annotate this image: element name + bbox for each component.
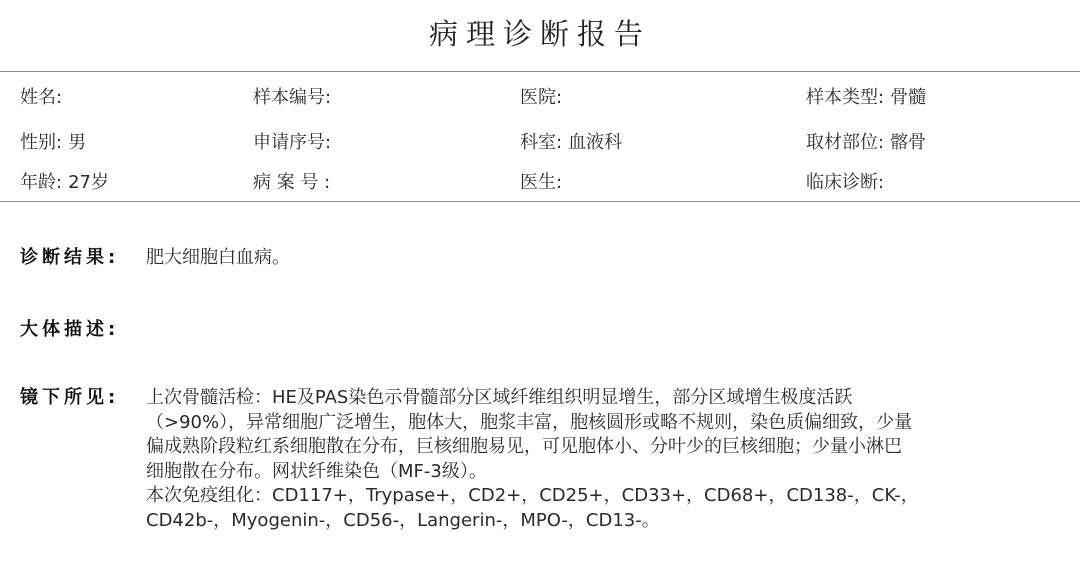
sample-type-value: 骨髓: [890, 87, 927, 108]
report-title: 病理诊断报告: [428, 17, 651, 51]
age-value: 27岁: [68, 172, 109, 193]
patient-name-label: 姓名:: [20, 87, 63, 108]
sample-type-field: [806, 86, 926, 110]
sample-number-label: 样本编号:: [253, 87, 332, 108]
case-number-field: [253, 171, 336, 195]
sex-field: [20, 131, 86, 155]
age-label: 年龄:: [20, 172, 63, 193]
header-divider-bottom: [0, 201, 1080, 202]
sampling-site-label: 取材部位:: [806, 132, 885, 153]
department-value: 血液科: [568, 132, 623, 153]
age-field: [20, 171, 109, 195]
clinical-diagnosis-label: 临床诊断:: [806, 172, 885, 193]
microscopic-findings: [146, 386, 1066, 533]
findings-line: 偏成熟阶段粒红系细胞散在分布，巨核细胞易见，可见胞体小、分叶少的巨核细胞；少量小淋巴: [146, 436, 902, 457]
sample-number-field: [253, 86, 337, 110]
sex-label: 性别:: [20, 132, 63, 153]
doctor-label: 医生:: [520, 172, 563, 193]
request-number-field: [253, 131, 337, 155]
header-divider-top: [0, 71, 1080, 72]
findings-line: 细胞散在分布。网状纤维染色（MF-3级）。: [146, 460, 487, 482]
microscopic-heading: 镜下所见:: [20, 387, 120, 408]
request-number-label: 申请序号:: [253, 132, 332, 153]
findings-line: （>90%），异常细胞广泛增生，胞体大，胞浆丰富，胞核圆形或略不规则，染色质偏细致，少量: [146, 411, 913, 433]
gross-description-heading: 大体描述:: [20, 319, 120, 340]
sampling-site-value: 髂骨: [890, 132, 927, 153]
patient-name-field: [20, 86, 68, 110]
hospital-field: [520, 86, 568, 110]
sampling-site-field: [806, 131, 926, 155]
findings-line: CD42b-，Myogenin-，CD56-，Langerin-，MPO-，CD13-。: [146, 509, 660, 531]
diagnosis-text: 肥大细胞白血病。: [146, 247, 290, 268]
diagnosis-heading: 诊断结果:: [20, 247, 120, 268]
doctor-field: [520, 171, 568, 195]
findings-line: 本次免疫组化：CD117+，Trypase+，CD2+，CD25+，CD33+，CD68+，CD138-，CK-，: [146, 485, 919, 506]
sample-type-label: 样本类型:: [806, 87, 885, 108]
department-field: [520, 131, 622, 155]
hospital-label: 医院:: [520, 87, 563, 108]
findings-line: 上次骨髓活检：HE及PAS染色示骨髓部分区域纤维组织明显增生，部分区域增生极度活跃: [146, 387, 853, 408]
department-label: 科室:: [520, 132, 563, 153]
case-number-label: 病 案 号 :: [253, 172, 331, 193]
clinical-diagnosis-field: [806, 171, 890, 195]
sex-value: 男: [68, 132, 87, 153]
